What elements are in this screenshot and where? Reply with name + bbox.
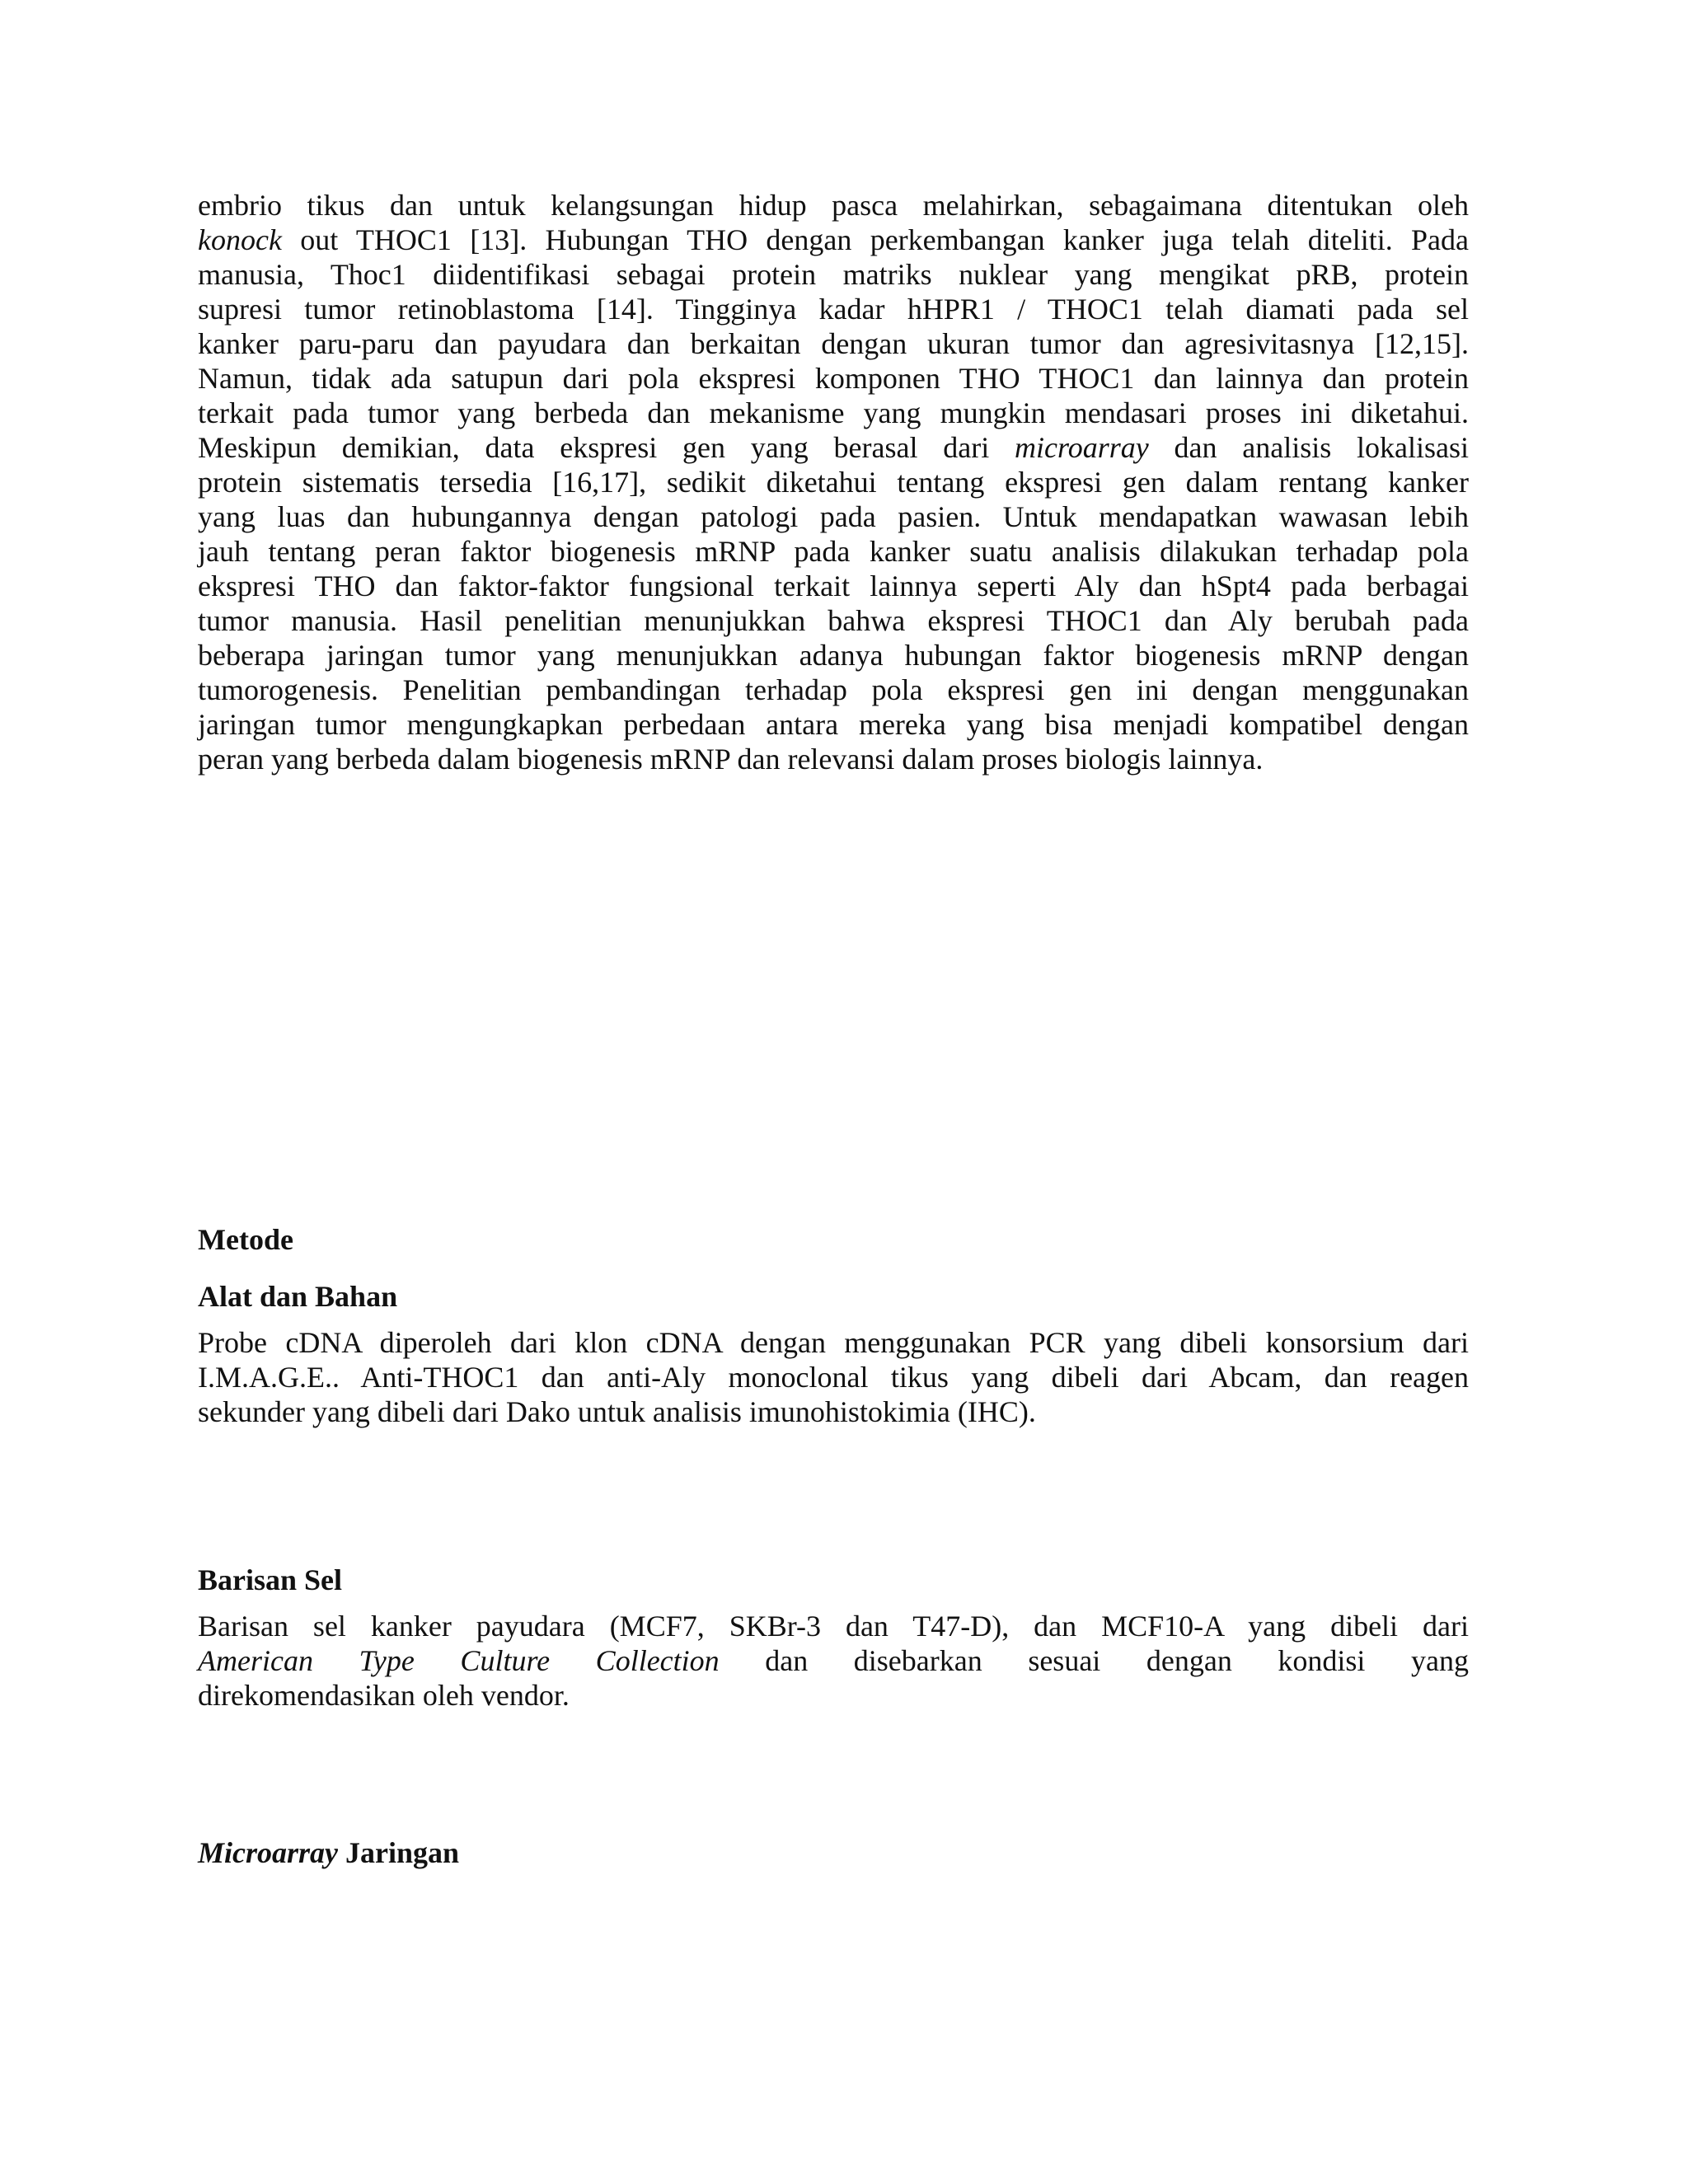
paragraph-line: tumorogenesis. Penelitian pembandingan terhadap pola ekspresi gen ini dengan menggunakan [198, 673, 1469, 706]
paragraph-line [198, 430, 1469, 465]
subsection-title: Alat dan Bahan [198, 1280, 398, 1313]
paragraph-line: yang luas dan hubungannya dengan patologi pada pasien. Untuk mendapatkan wawasan lebih [198, 500, 1469, 533]
paragraph-line: peran yang berbeda dalam biogenesis mRNP dan relevansi dalam proses biologis lainnya. [198, 743, 1264, 776]
paragraph-line: Barisan sel kanker payudara (MCF7, SKBr-3 dan T47-D), dan MCF10-A yang dibeli dari [198, 1610, 1469, 1643]
heading-text: Jaringan [338, 1836, 460, 1869]
section-metode [198, 1212, 1469, 1429]
paragraph-line: ekspresi THO dan faktor-faktor fungsional terkait lainnya seperti Aly dan hSpt4 pada berbagai [198, 569, 1469, 602]
paragraph-line: direkomendasikan oleh vendor. [198, 1679, 570, 1712]
paragraph-line: sekunder yang dibeli dari Dako untuk analisis imunohistokimia (IHC). [198, 1395, 1036, 1428]
section-title: Metode [198, 1223, 293, 1256]
line-text: out THOC1 [13]. Hubungan THO dengan perkembangan kanker juga telah diteliti. Pada [281, 223, 1469, 256]
paragraph-line: protein sistematis tersedia [16,17], sedikit diketahui tentang ekspresi gen dalam rentang kanker [198, 466, 1469, 499]
line-text: Meskipun demikian, data ekspresi gen yang berasal dari [198, 431, 1015, 464]
intro-paragraph [198, 188, 1469, 776]
subsection-barisan-sel [198, 1552, 1469, 1713]
paragraph-line: jaringan tumor mengungkapkan perbedaan antara mereka yang bisa menjadi kompatibel dengan [198, 708, 1469, 741]
paragraph-line: I.M.A.G.E.. Anti-THOC1 dan anti-Aly monoclonal tikus yang dibeli dari Abcam, dan reagen [198, 1361, 1469, 1394]
subsection-title [198, 1825, 1469, 1882]
paragraph-line [198, 223, 1469, 257]
italic-term: American Type Culture Collection [198, 1644, 720, 1677]
paragraph-line: jauh tentang peran faktor biogenesis mRNP pada kanker suatu analisis dilakukan terhadap pola [198, 535, 1469, 568]
paragraph-line: terkait pada tumor yang berbeda dan mekanisme yang mungkin mendasari proses ini diketahui. [198, 396, 1469, 429]
paragraph-line: tumor manusia. Hasil penelitian menunjukkan bahwa ekspresi THOC1 dan Aly berubah pada [198, 604, 1469, 637]
paragraph-line: supresi tumor retinoblastoma [14]. Tingginya kadar hHPR1 / THOC1 telah diamati pada sel [198, 293, 1469, 326]
italic-term: konock [198, 223, 282, 256]
line-text: dan disebarkan sesuai dengan kondisi yang [719, 1644, 1469, 1677]
paragraph-line: manusia, Thoc1 diidentifikasi sebagai protein matriks nuklear yang mengikat pRB, protein [198, 258, 1469, 291]
paragraph-line: kanker paru-paru dan payudara dan berkaitan dengan ukuran tumor dan agresivitasnya [12,15]. [198, 327, 1469, 360]
paragraph-line: Namun, tidak ada satupun dari pola ekspresi komponen THO THOC1 dan lainnya dan protein [198, 362, 1469, 395]
paragraph-line: Probe cDNA diperoleh dari klon cDNA dengan menggunakan PCR yang dibeli konsorsium dari [198, 1326, 1469, 1359]
italic-term: microarray [1015, 431, 1149, 464]
paragraph-line: beberapa jaringan tumor yang menunjukkan adanya hubungan faktor biogenesis mRNP dengan [198, 639, 1469, 672]
paragraph-line [198, 1643, 1469, 1678]
subsection-title: Barisan Sel [198, 1563, 343, 1596]
line-text: dan analisis lokalisasi [1148, 431, 1470, 464]
paragraph-line: embrio tikus dan untuk kelangsungan hidup pasca melahirkan, sebagaimana ditentukan oleh [198, 189, 1469, 222]
italic-term: Microarray [198, 1836, 338, 1869]
subsection-microarray-jaringan [198, 1825, 1469, 1882]
